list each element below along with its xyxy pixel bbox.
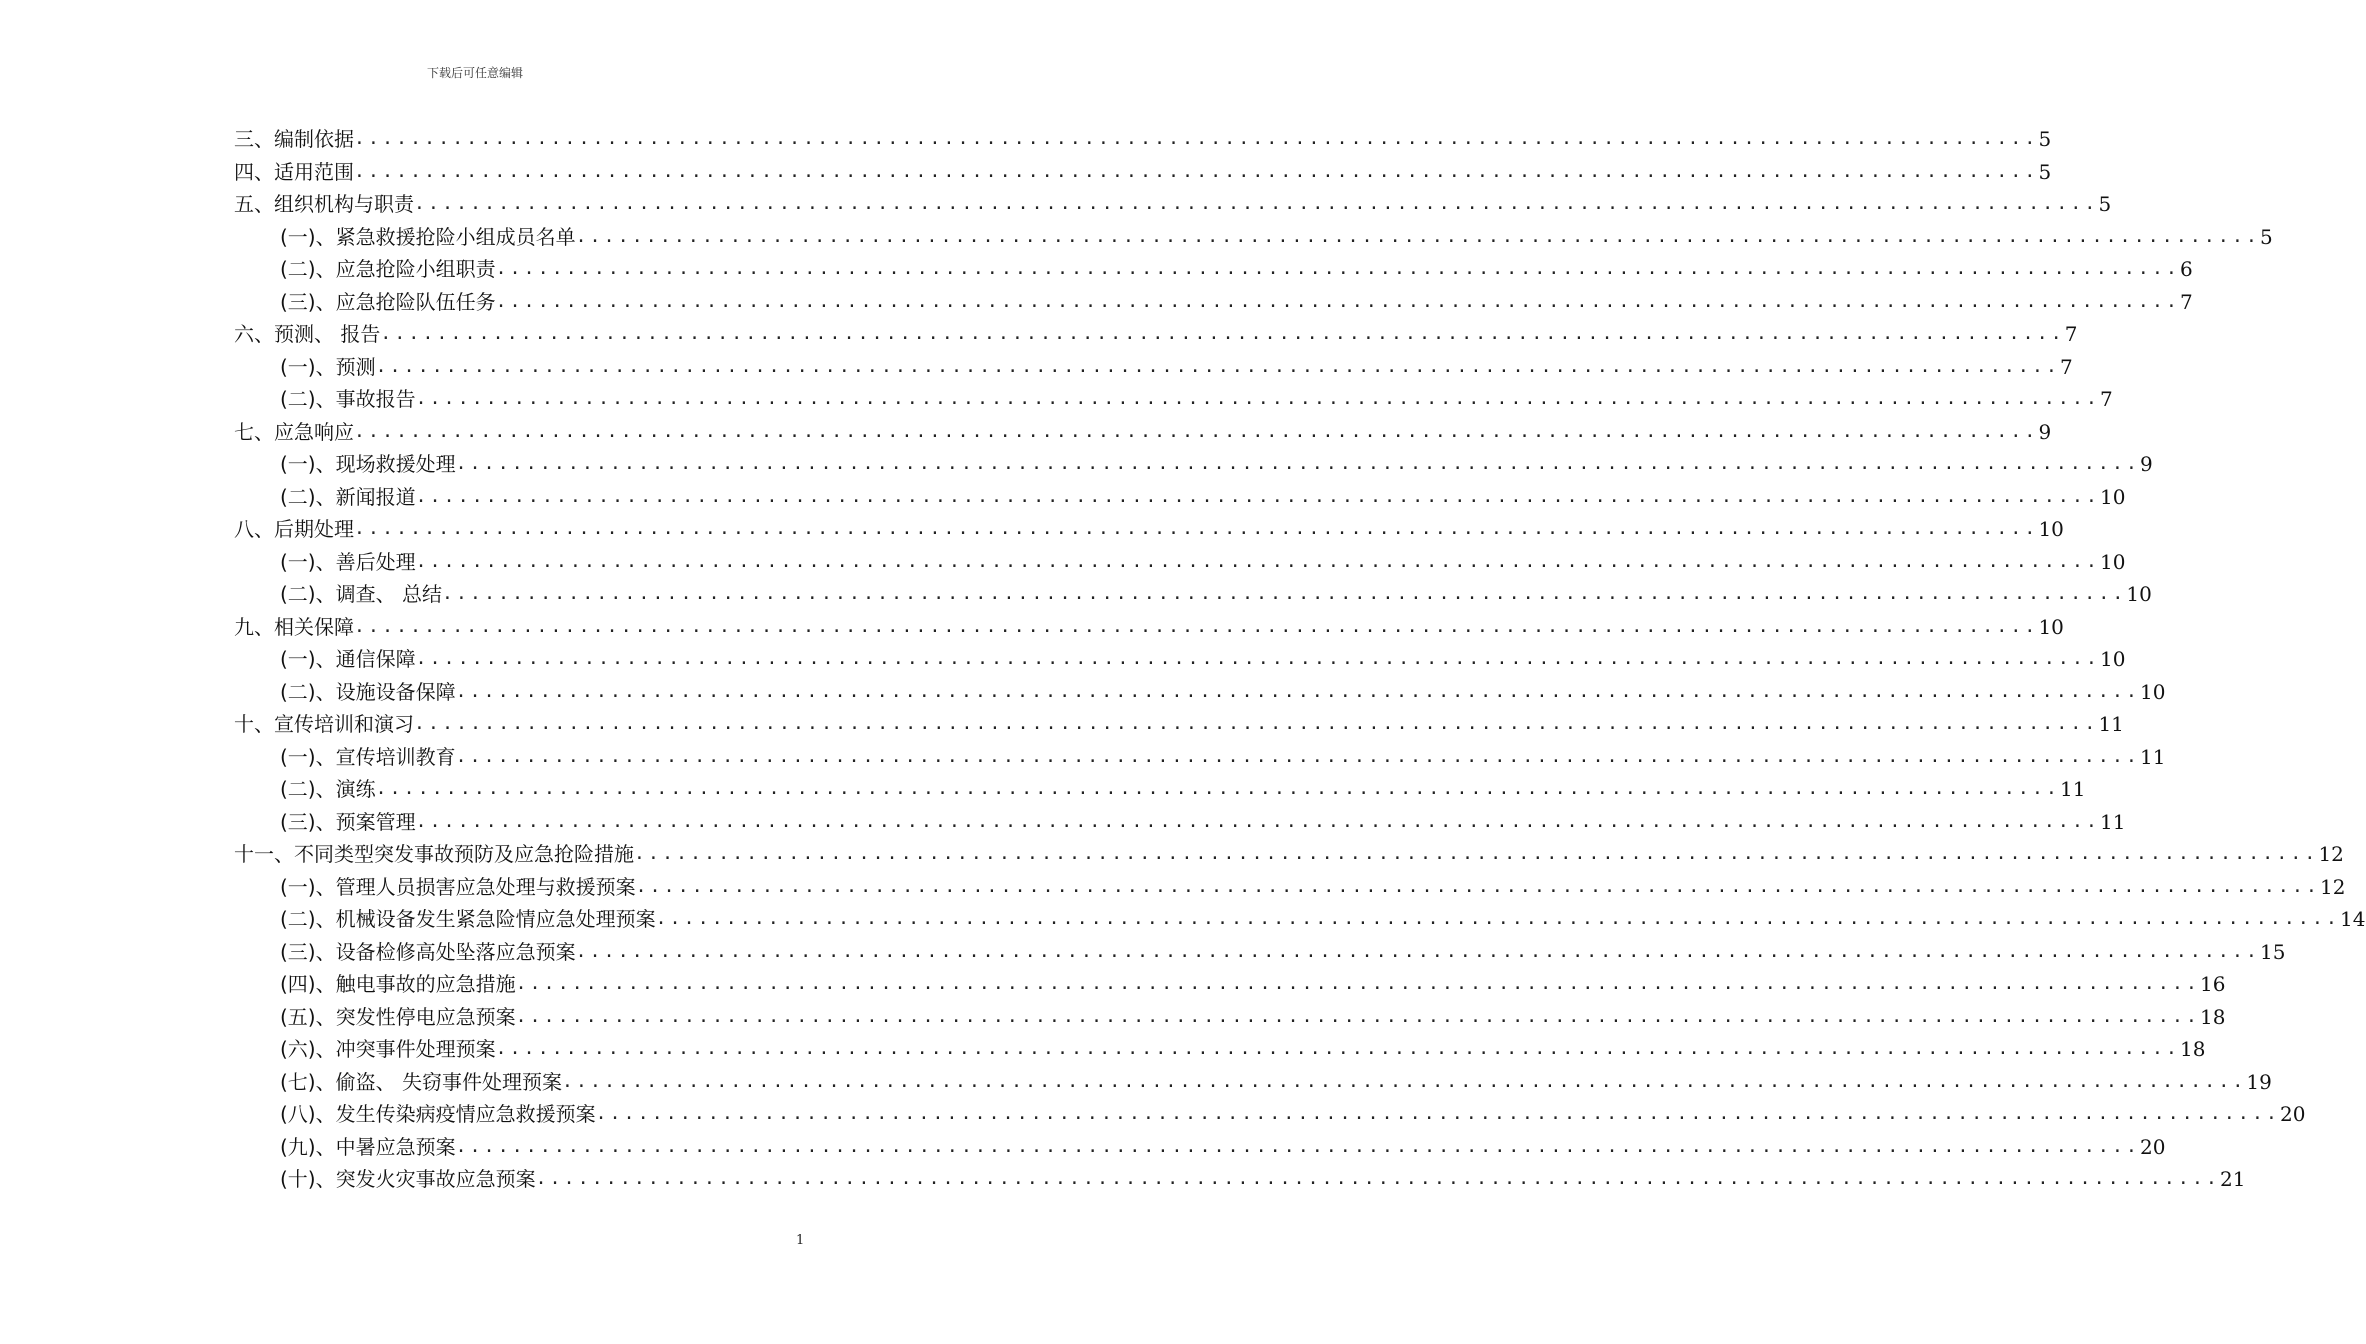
toc-entry[interactable] — [280, 900, 2366, 932]
toc-entry-title: 突发火灾事故应急预案 — [335, 1167, 536, 1191]
toc-entry-title: 现场救援处理 — [335, 452, 456, 476]
toc-entry-page: 6 — [2180, 257, 2193, 281]
toc-entry-title: 预测 — [335, 354, 376, 379]
toc-entry[interactable] — [280, 543, 2126, 575]
toc-leader-dots: ........................................................................................................................ — [414, 193, 2099, 214]
toc-entry-number: (五)、 — [280, 1004, 336, 1029]
toc-entry-number: (一)、 — [280, 744, 336, 769]
toc-leader-dots: ........................................................................................................................ — [415, 648, 2101, 669]
toc-entry[interactable] — [280, 998, 2226, 1030]
toc-entry[interactable] — [234, 413, 2052, 445]
toc-entry-page: 12 — [2320, 874, 2346, 899]
toc-entry[interactable] — [280, 1095, 2306, 1127]
toc-leader-dots: ........................................................................................................................ — [575, 940, 2261, 962]
toc-entry-title: 设施设备保障 — [335, 679, 456, 704]
toc-entry-title: 触电事故的应急措施 — [335, 972, 516, 996]
toc-entry-title: 调查、 总结 — [335, 582, 442, 606]
toc-entry-page: 14 — [2340, 907, 2366, 931]
toc-entry-page: 11 — [2098, 712, 2124, 736]
toc-entry-number: 五、 — [234, 192, 274, 216]
toc-leader-dots: ........................................................................................................................ — [354, 420, 2039, 442]
toc-entry-title: 突发性停电应急预案 — [335, 1004, 516, 1029]
toc-entry-number: (二)、 — [280, 907, 336, 931]
toc-entry-number: (三)、 — [280, 289, 336, 314]
toc-entry-title: 管理人员损害应急处理与救援预案 — [335, 874, 636, 899]
toc-leader-dots: ........................................................................................................................ — [535, 1168, 2221, 1189]
toc-leader-dots: ........................................................................................................................ — [354, 128, 2039, 149]
toc-leader-dots: ........................................................................................................................ — [455, 1135, 2141, 1157]
toc-entry-number: 九、 — [234, 614, 274, 639]
toc-leader-dots: ........................................................................................................................ — [455, 680, 2141, 702]
toc-entry-title: 演练 — [335, 777, 376, 801]
toc-entry-number: (七)、 — [280, 1069, 336, 1094]
toc-leader-dots: ........................................................................................................................ — [635, 875, 2321, 897]
toc-entry-title: 相关保障 — [274, 614, 354, 639]
toc-entry-page: 11 — [2100, 809, 2126, 834]
toc-entry[interactable] — [234, 153, 2052, 185]
toc-leader-dots: ........................................................................................................................ — [415, 550, 2101, 572]
toc-entry-title: 应急响应 — [274, 419, 354, 444]
toc-entry-number: (二)、 — [280, 582, 336, 606]
toc-entry-number: 十一、 — [234, 842, 294, 866]
toc-entry[interactable] — [280, 478, 2126, 510]
page-number: 1 — [796, 1233, 805, 1248]
toc-entry-number: 六、 — [234, 322, 274, 346]
toc-entry-number: (二)、 — [280, 777, 336, 801]
toc-entry-number: (二)、 — [280, 679, 336, 704]
toc-entry[interactable] — [280, 575, 2152, 607]
toc-entry-number: 四、 — [234, 159, 274, 184]
toc-leader-dots: ........................................................................................................................ — [495, 258, 2181, 279]
toc-leader-dots: ........................................................................................................................ — [415, 388, 2101, 409]
toc-entry-number: (三)、 — [280, 939, 336, 964]
toc-entry-number: (六)、 — [280, 1037, 336, 1061]
toc-entry-page: 5 — [2038, 127, 2052, 151]
toc-entry-title: 应急抢险队伍任务 — [335, 289, 496, 314]
toc-entry[interactable] — [280, 803, 2126, 835]
toc-entry-page: 15 — [2260, 939, 2286, 964]
toc-entry-page: 10 — [2038, 517, 2064, 541]
toc-entry[interactable] — [280, 673, 2166, 705]
toc-entry-number: (一)、 — [280, 874, 336, 899]
toc-entry-number: (二)、 — [280, 387, 336, 411]
toc-entry-number: (二)、 — [280, 484, 336, 509]
toc-entry-number: (二)、 — [280, 257, 336, 281]
toc-leader-dots: ........................................................................................................................ — [575, 225, 2261, 247]
toc-leader-dots: ........................................................................................................................ — [515, 1005, 2201, 1027]
toc-entry[interactable] — [280, 1160, 2246, 1192]
toc-leader-dots: ........................................................................................................................ — [655, 908, 2341, 929]
toc-leader-dots: ........................................................................................................................ — [495, 1038, 2181, 1059]
toc-leader-dots: ........................................................................................................................ — [354, 518, 2039, 539]
toc-entry-title: 宣传培训和演习 — [274, 712, 414, 736]
toc-entry-title: 应急抢险小组职责 — [335, 257, 496, 281]
toc-entry[interactable] — [280, 445, 2153, 477]
toc-entry[interactable] — [280, 933, 2286, 965]
toc-leader-dots: ........................................................................................................................ — [380, 323, 2065, 344]
toc-entry-page: 18 — [2200, 1004, 2226, 1029]
toc-entry-page: 7 — [2180, 289, 2193, 314]
toc-entry[interactable] — [280, 1030, 2206, 1062]
toc-entry-number: (四)、 — [280, 972, 336, 996]
toc-entry-title: 发生传染病疫情应急救援预案 — [335, 1102, 596, 1126]
toc-leader-dots: ........................................................................................................................ — [634, 843, 2319, 864]
toc-leader-dots: ........................................................................................................................ — [455, 745, 2141, 767]
toc-entry-title: 新闻报道 — [335, 484, 416, 509]
toc-entry-number: (一)、 — [280, 452, 336, 476]
toc-entry-number: 三、 — [234, 127, 274, 151]
toc-entry-page: 10 — [2100, 549, 2126, 574]
toc-entry-title: 预测、 报告 — [274, 322, 381, 346]
toc-leader-dots: ........................................................................................................................ — [375, 355, 2061, 377]
toc-leader-dots: ........................................................................................................................ — [354, 615, 2039, 637]
toc-entry-page: 5 — [2098, 192, 2112, 216]
toc-entry-page: 12 — [2318, 842, 2344, 866]
toc-entry-title: 组织机构与职责 — [274, 192, 414, 216]
toc-entry-title: 预案管理 — [335, 809, 416, 834]
toc-entry[interactable] — [280, 640, 2126, 672]
toc-entry-page: 21 — [2220, 1167, 2246, 1191]
toc-entry-title: 冲突事件处理预案 — [335, 1037, 496, 1061]
toc-entry-title: 紧急救援抢险小组成员名单 — [335, 224, 576, 249]
toc-leader-dots: ........................................................................................................................ — [415, 810, 2101, 832]
toc-entry-number: (一)、 — [280, 647, 336, 671]
toc-leader-dots: ........................................................................................................................ — [455, 453, 2141, 474]
toc-entry[interactable] — [280, 738, 2166, 770]
toc-entry[interactable] — [280, 1128, 2166, 1160]
toc-entry-title: 宣传培训教育 — [335, 744, 456, 769]
toc-entry-page: 11 — [2060, 777, 2086, 801]
toc-entry-title: 善后处理 — [335, 549, 416, 574]
toc-entry-title: 中暑应急预案 — [335, 1134, 456, 1159]
toc-entry-number: 十、 — [234, 712, 274, 736]
toc-entry-page: 16 — [2200, 972, 2226, 996]
toc-entry-page: 7 — [2064, 322, 2078, 346]
toc-entry-page: 7 — [2060, 354, 2073, 379]
toc-leader-dots: ........................................................................................................................ — [414, 713, 2099, 734]
toc-entry[interactable] — [280, 380, 2113, 412]
toc-entry-page: 5 — [2260, 224, 2273, 249]
toc-entry-title: 适用范围 — [274, 159, 354, 184]
toc-entry-number: (三)、 — [280, 809, 336, 834]
toc-entry-number: 七、 — [234, 419, 274, 444]
toc-entry-page: 10 — [2100, 647, 2126, 671]
toc-entry[interactable] — [234, 315, 2078, 347]
toc-entry[interactable] — [234, 510, 2064, 542]
toc-entry-title: 设备检修高处坠落应急预案 — [335, 939, 576, 964]
toc-entry-page: 10 — [2100, 484, 2126, 509]
toc-entry-number: (九)、 — [280, 1134, 336, 1159]
toc-entry-page: 5 — [2038, 159, 2052, 184]
toc-entry-page: 10 — [2038, 614, 2064, 639]
toc-entry-title: 事故报告 — [335, 387, 416, 411]
toc-leader-dots: ........................................................................................................................ — [354, 160, 2039, 182]
toc-entry[interactable] — [280, 218, 2273, 250]
toc-entry-title: 编制依据 — [274, 127, 354, 151]
toc-entry-number: (一)、 — [280, 354, 336, 379]
toc-entry-title: 通信保障 — [335, 647, 416, 671]
toc-leader-dots: ........................................................................................................................ — [595, 1103, 2281, 1124]
toc-entry-title: 后期处理 — [274, 517, 354, 541]
toc-entry-page: 10 — [2126, 582, 2152, 606]
toc-leader-dots: ........................................................................................................................ — [495, 290, 2181, 312]
toc-entry[interactable] — [280, 348, 2073, 380]
toc-entry-page: 9 — [2140, 452, 2153, 476]
toc-entry[interactable] — [280, 868, 2346, 900]
toc-entry[interactable] — [234, 835, 2344, 867]
toc-entry-page: 18 — [2180, 1037, 2206, 1061]
toc-leader-dots: ........................................................................................................................ — [441, 583, 2127, 604]
toc-entry-page: 9 — [2038, 419, 2052, 444]
toc-entry-page: 20 — [2140, 1134, 2166, 1159]
toc-leader-dots: ........................................................................................................................ — [375, 778, 2061, 799]
page-header: 下载后可任意编辑 — [426, 66, 523, 80]
toc-entry[interactable] — [280, 770, 2086, 802]
toc-leader-dots: ........................................................................................................................ — [515, 973, 2201, 994]
toc-entry-title: 机械设备发生紧急险情应急处理预案 — [335, 907, 656, 931]
toc-entry[interactable] — [280, 283, 2193, 315]
toc-entry[interactable] — [280, 965, 2226, 997]
toc-entry-page: 20 — [2280, 1102, 2306, 1126]
toc-entry-title: 偷盗、 失窃事件处理预案 — [335, 1069, 562, 1094]
toc-entry-page: 10 — [2140, 679, 2166, 704]
toc-entry-number: (八)、 — [280, 1102, 336, 1126]
toc-entry-page: 11 — [2140, 744, 2166, 769]
toc-entry[interactable] — [234, 185, 2112, 217]
toc-entry-number: 八、 — [234, 517, 274, 541]
toc-entry-page: 7 — [2100, 387, 2113, 411]
toc-entry-number: (十)、 — [280, 1167, 336, 1191]
toc-entry[interactable] — [234, 705, 2124, 737]
toc-leader-dots: ........................................................................................................................ — [561, 1070, 2247, 1092]
toc-leader-dots: ........................................................................................................................ — [415, 485, 2101, 507]
toc-entry-number: (一)、 — [280, 549, 336, 574]
toc-entry[interactable] — [234, 608, 2064, 640]
toc-entry-number: (一)、 — [280, 224, 336, 249]
toc-entry[interactable] — [280, 250, 2193, 282]
toc-entry[interactable] — [280, 1063, 2272, 1095]
toc-entry[interactable] — [234, 120, 2052, 152]
toc-entry-title: 不同类型突发事故预防及应急抢险措施 — [294, 842, 634, 866]
toc-entry-page: 19 — [2246, 1069, 2272, 1094]
